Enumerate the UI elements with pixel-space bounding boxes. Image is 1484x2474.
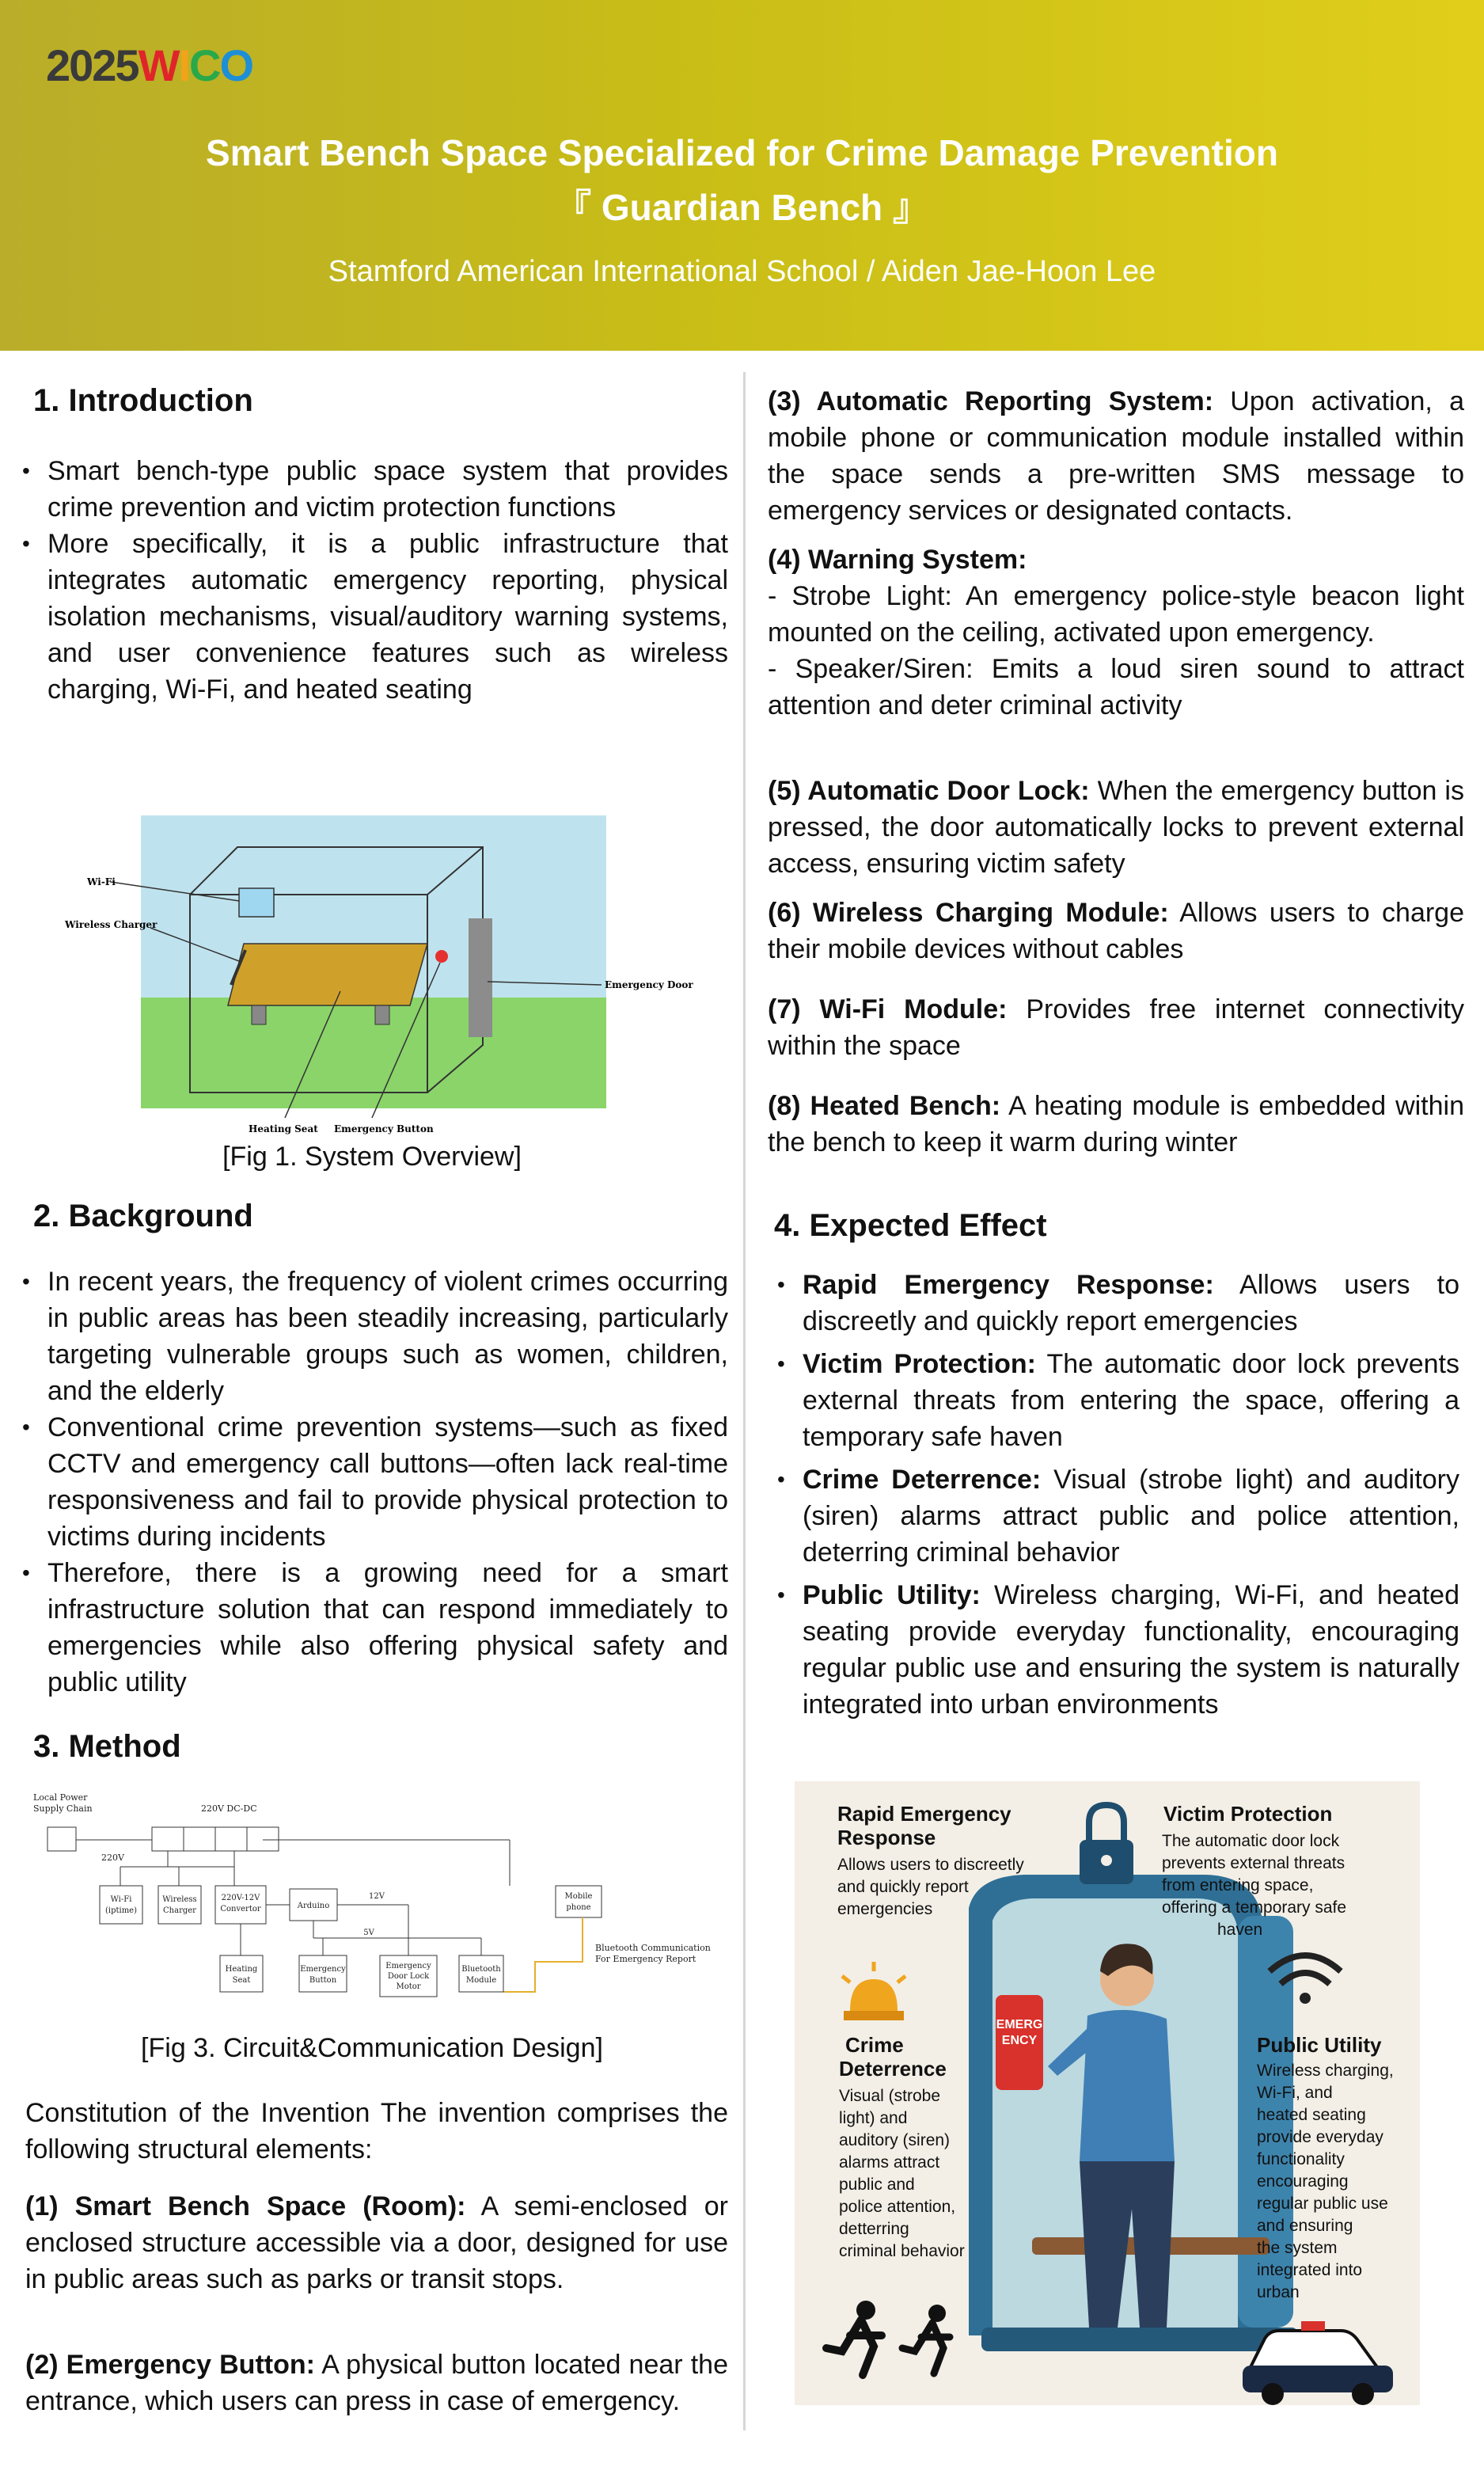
effect-heading: 4. Expected Effect [774, 1208, 1047, 1243]
svg-text:functionality: functionality [1257, 2150, 1345, 2168]
emergency-button-dot [435, 950, 448, 963]
svg-text:Response: Response [837, 1826, 936, 1849]
list-item: • Crime Deterrence: Visual (strobe light) and auditory (siren) alarms attract public and police attention, deterring criminal behavior [777, 1461, 1459, 1571]
svg-text:The automatic door lock: The automatic door lock [1162, 1832, 1340, 1850]
list-item: • Rapid Emergency Response: Allows users to discreetly and quickly report emergencies [777, 1267, 1459, 1340]
list-item: • More specifically, it is a public infrastructure that integrates automatic emergency reporting, physical isolation mechanisms, visual/auditory warning systems, and user convenience features such as wireless charging, Wi-Fi, and heated seating [22, 526, 728, 708]
svg-text:12V: 12V [369, 1892, 385, 1901]
svg-text:urban: urban [1257, 2283, 1300, 2301]
svg-text:emergencies: emergencies [837, 1900, 933, 1918]
person-body [1080, 2010, 1175, 2161]
method-heading: 3. Method [33, 1729, 181, 1764]
method-item-3: (3) Automatic Reporting System: Upon activation, a mobile phone or communication module installed within the space sends a pre-written SMS message to emergency services or designated contacts. [768, 386, 1464, 526]
svg-text:EMERG: EMERG [996, 2018, 1043, 2031]
svg-text:prevents external threats: prevents external threats [1162, 1854, 1345, 1872]
svg-text:Wi-Fi, and: Wi-Fi, and [1257, 2084, 1333, 2102]
svg-text:(iptime): (iptime) [104, 1906, 138, 1915]
author-line: Stamford American International School / Aiden Jae-Hoon Lee [328, 255, 1156, 288]
info-public-title: Public Utility [1257, 2033, 1382, 2057]
svg-text:Deterrence: Deterrence [839, 2057, 947, 2081]
dcdc-box [152, 1827, 184, 1851]
bt-box [459, 1955, 503, 1992]
svg-text:Seat: Seat [232, 1976, 251, 1985]
heating-box [220, 1955, 263, 1992]
svg-text:police attention,: police attention, [839, 2198, 956, 2216]
svg-text:Mobile: Mobile [564, 1892, 593, 1901]
svg-text:Supply Chain: Supply Chain [33, 1803, 93, 1814]
svg-text:Arduino: Arduino [297, 1902, 330, 1910]
bt-note: Bluetooth Communication [595, 1943, 711, 1953]
background-list [22, 1264, 728, 1701]
svg-text:220V DC-DC: 220V DC-DC [201, 1803, 257, 1814]
charger-box [158, 1886, 201, 1924]
svg-text:and quickly report: and quickly report [837, 1878, 969, 1896]
column-divider [743, 372, 746, 2430]
svg-text:Emergency: Emergency [385, 1962, 431, 1970]
svg-text:Heating: Heating [225, 1965, 258, 1974]
svg-text:heated seating: heated seating [1257, 2106, 1366, 2124]
svg-text:Allows users to discreetly: Allows users to discreetly [837, 1856, 1024, 1874]
list-item: • Public Utility: Wireless charging, Wi-Fi, and heated seating provide everyday functionality, encouraging regular public use and ensuring the system is naturally integrated into urban environments [777, 1577, 1459, 1723]
svg-text:Button: Button [309, 1976, 337, 1985]
fig1-caption: [Fig 1. System Overview] [222, 1142, 522, 1172]
svg-text:Wi-Fi: Wi-Fi [110, 1895, 132, 1904]
list-item: • Conventional crime prevention systems—such as fixed CCTV and emergency call buttons—often lack real-time responsiveness and fail to provide physical protection to victims during incidents [22, 1409, 728, 1555]
effect-list [777, 1267, 1459, 1723]
svg-text:Convertor: Convertor [220, 1905, 261, 1913]
list-item: • In recent years, the frequency of violent crimes occurring in public areas has been steadily increasing, particularly targeting vulnerable groups such as women, children, and the elderly [22, 1264, 728, 1409]
bluetooth-link [503, 1917, 583, 1992]
bench-seat [228, 944, 427, 1005]
info-crime-title: Crime [845, 2033, 904, 2057]
method-item-4: (4) Warning System: - Strobe Light: An emergency police-style beacon light mounted on the ceiling, activated upon emergency. - Speaker/Siren: Emits a loud siren sound to attract attention and deter criminal activity [768, 545, 1464, 720]
svg-text:offering a temporary safe: offering a temporary safe [1162, 1898, 1347, 1917]
poster-header [0, 0, 1484, 351]
circuit-diagram [28, 1788, 725, 2009]
fig3-caption: [Fig 3. Circuit&Communication Design] [141, 2033, 603, 2063]
svg-text:220V: 220V [101, 1853, 124, 1863]
intro-heading: 1. Introduction [33, 383, 253, 418]
svg-text:5V: 5V [363, 1929, 374, 1937]
list-item: • Therefore, there is a growing need for a smart infrastructure solution that can respond immediately to emergencies while also offering physical safety and public utility [22, 1555, 728, 1701]
svg-text:provide everyday: provide everyday [1257, 2128, 1383, 2146]
info-rapid-title: Rapid Emergency [837, 1802, 1011, 1826]
label-wifi: Wi-Fi [87, 876, 116, 887]
intro-list [22, 453, 728, 708]
poster-subtitle: 『 Guardian Bench 』 [555, 187, 929, 228]
label-button: Emergency Button [334, 1123, 434, 1134]
svg-text:ENCY: ENCY [1001, 2034, 1038, 2047]
method-item-5: (5) Automatic Door Lock: When the emergency button is pressed, the door automatically locks to prevent external access, ensuring victim safety [768, 776, 1464, 879]
method-item-7: (7) Wi-Fi Module: Provides free internet connectivity within the space [768, 994, 1464, 1061]
svg-text:Module: Module [465, 1976, 497, 1985]
method-item-2: (2) Emergency Button: A physical button located near the entrance, which users can press in case of emergency. [25, 2350, 729, 2416]
svg-text:220V-12V: 220V-12V [221, 1894, 260, 1902]
svg-text:Wireless charging,: Wireless charging, [1257, 2062, 1394, 2080]
svg-text:integrated into: integrated into [1257, 2261, 1363, 2279]
svg-text:from entering space,: from entering space, [1162, 1876, 1314, 1894]
svg-text:regular public use: regular public use [1257, 2195, 1388, 2213]
emergency-door [469, 918, 492, 1037]
svg-text:Bluetooth: Bluetooth [461, 1965, 501, 1974]
svg-text:For Emergency Report: For Emergency Report [595, 1954, 696, 1964]
svg-text:Visual (strobe: Visual (strobe [839, 2087, 941, 2105]
wico-logo: 2025WICO [46, 40, 253, 90]
label-seat: Heating Seat [249, 1123, 318, 1134]
label-door: Emergency Door [605, 979, 693, 990]
info-victim-title: Victim Protection [1163, 1802, 1333, 1826]
svg-text:detterring: detterring [839, 2220, 909, 2238]
wifi-box [100, 1886, 142, 1924]
svg-text:Emergency: Emergency [300, 1965, 346, 1974]
poster-title: Smart Bench Space Specialized for Crime Damage Prevention [206, 132, 1278, 173]
svg-text:haven: haven [1217, 1921, 1263, 1939]
method-intro: Constitution of the Invention The invention comprises the following structural elements: [25, 2098, 728, 2164]
circuit-local-power: Local Power [33, 1792, 88, 1803]
wifi-router [239, 888, 274, 917]
svg-text:Motor: Motor [396, 1982, 421, 1991]
svg-text:encouraging: encouraging [1257, 2172, 1349, 2191]
ebutton-box [299, 1955, 347, 1992]
list-item: • Victim Protection: The automatic door lock prevents external threats from entering the space, offering a temporary safe haven [777, 1346, 1459, 1455]
list-item: • Smart bench-type public space system that provides crime prevention and victim protection functions [22, 453, 728, 526]
svg-text:and ensuring: and ensuring [1257, 2217, 1353, 2235]
mobile-box [556, 1886, 602, 1917]
method-item-8: (8) Heated Bench: A heating module is embedded within the bench to keep it warm during winter [768, 1091, 1464, 1157]
expected-effect-infographic [795, 1781, 1420, 2405]
svg-text:criminal behavior: criminal behavior [839, 2242, 965, 2260]
power-source-box [47, 1827, 76, 1851]
svg-text:alarms attract: alarms attract [839, 2153, 940, 2172]
system-overview-figure [55, 808, 704, 1140]
svg-text:the system: the system [1257, 2239, 1338, 2257]
svg-text:Door Lock: Door Lock [387, 1972, 430, 1981]
method-item-1: (1) Smart Bench Space (Room): A semi-enclosed or enclosed structure accessible via a door, designed for use in public areas such as parks or transit stops. [25, 2191, 729, 2294]
label-charger: Wireless Charger [65, 919, 158, 930]
method-item-6: (6) Wireless Charging Module: Allows users to charge their mobile devices without cables [768, 898, 1464, 964]
svg-text:auditory (siren): auditory (siren) [839, 2131, 951, 2149]
svg-text:phone: phone [566, 1903, 591, 1912]
svg-text:Wireless: Wireless [162, 1895, 197, 1904]
background-heading: 2. Background [33, 1199, 253, 1233]
svg-text:light) and: light) and [839, 2109, 908, 2127]
svg-text:Charger: Charger [163, 1906, 196, 1915]
svg-text:public and: public and [839, 2176, 915, 2194]
